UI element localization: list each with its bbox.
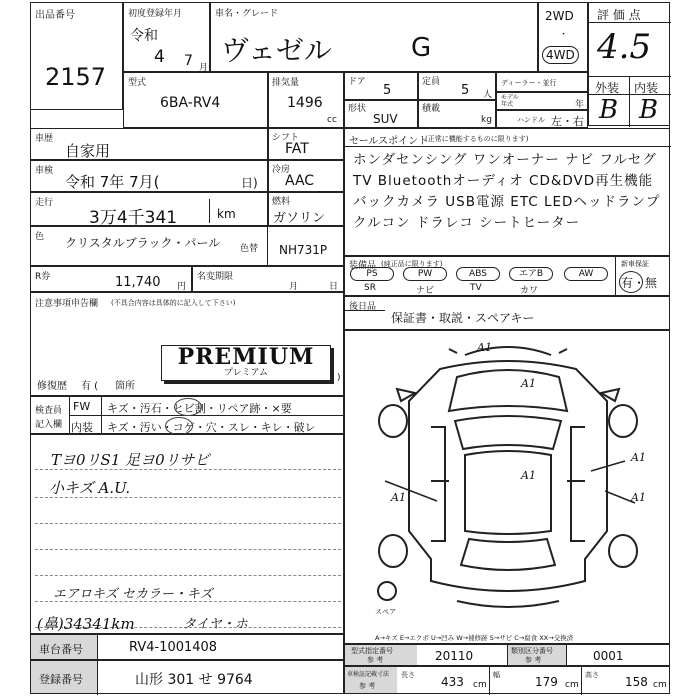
model-year-label: モデル 年式 (501, 94, 519, 108)
shift-value: FAT (285, 141, 309, 157)
score-label: 評 価 点 (597, 8, 641, 22)
mileage-label: 走行 (35, 198, 54, 208)
drive-box (538, 2, 588, 72)
color-code-label: 色替 (240, 244, 259, 254)
equip-sr: SR (364, 283, 376, 293)
equip-aw: AW (564, 267, 608, 281)
dealer-box (496, 72, 588, 92)
history-box (30, 128, 268, 160)
car-name: ヴェゼル (221, 34, 332, 67)
damage-mark-5: A1 (631, 451, 646, 464)
capacity-unit: 人 (483, 90, 493, 100)
repair-label: 修復歴 (37, 381, 67, 392)
body-label: 形状 (348, 104, 367, 114)
hand-note-1: Tヨ0リS1 足ヨ0リサビ (51, 451, 210, 469)
premium-jp: プレミアム (223, 368, 268, 378)
ac-label: 冷房 (272, 165, 291, 175)
spare-label: スペア (375, 608, 396, 616)
first-reg-label: 初度登録年月 (128, 9, 183, 19)
hand-note-2: 小キズ A.U. (49, 479, 131, 497)
recycle-box (30, 266, 192, 292)
plate-box (30, 660, 344, 694)
inspection-label: 車検 (35, 166, 54, 176)
new-car-label: 新車保証 (621, 260, 649, 268)
class-no-sub: 参 考 (525, 656, 542, 664)
model-year-unit: 年 (575, 100, 585, 110)
notes-sub: (不具合内容は具体的に記入して下さい) (111, 299, 236, 307)
car-grade: G (411, 33, 432, 63)
handle-box (496, 110, 588, 128)
color-label: 色 (35, 232, 45, 242)
handle-label: ハンドル (517, 116, 545, 124)
equipment-sub: (純正品に限ります) (381, 260, 443, 268)
color-code: NH731P (279, 243, 328, 257)
doors-box (344, 72, 418, 100)
name-change-box (192, 266, 344, 292)
hei-unit: cm (653, 680, 667, 690)
equip-tv: TV (470, 283, 482, 293)
capacity-label: 定員 (422, 77, 441, 87)
drive-2wd: 2WD (545, 9, 574, 23)
history-value: 自家用 (65, 142, 111, 160)
chassis-number: RV4-1001408 (129, 640, 218, 655)
chassis-box (30, 634, 344, 660)
load-unit: kg (481, 115, 492, 125)
sales-label: セールスポイント (349, 136, 429, 147)
displacement-value: 1496 (287, 95, 323, 111)
chassis-label: 車台番号 (39, 643, 83, 656)
type-no-label: 型式指定番号 (351, 647, 393, 655)
recycle-value: 11,740 (115, 275, 161, 290)
repair-close: ) (337, 373, 341, 383)
circle-mark-fw (174, 398, 202, 416)
mileage-box (30, 192, 268, 226)
first-reg-month: 7 (184, 53, 193, 69)
ac-box (268, 160, 344, 192)
int-grade: B (639, 95, 659, 125)
equip-pw: PW (403, 267, 447, 281)
displacement-label: 排気量 (272, 78, 300, 88)
handwritten-box (30, 434, 344, 634)
shift-box (268, 128, 344, 160)
load-label: 積載 (422, 104, 441, 114)
body-value: SUV (373, 112, 398, 126)
diagram-box (344, 330, 670, 644)
capacity-box (418, 72, 496, 100)
ac-value: AAC (285, 173, 315, 189)
car-name-box (210, 2, 538, 72)
equipment-label: 装備品 (349, 261, 377, 271)
rear-box (344, 296, 670, 330)
drive-4wd: 4WD (542, 46, 579, 64)
first-reg-box (123, 2, 210, 72)
mileage-value: 3万4千341 (89, 208, 178, 228)
len-value: 433 (441, 675, 464, 689)
type-row (344, 644, 670, 666)
sales-text: ホンダセンシング ワンオーナー ナビ フルセグTV Bluetoothオーディオ CD&DVD再生機能 バックカメラ USB電源 ETC LEDヘッドランプ クルコン ドラレコ シートヒーター (353, 152, 661, 231)
check-label-2: 記入欄 (35, 420, 63, 430)
doors-value: 5 (383, 83, 392, 98)
doors-label: ドア (348, 77, 366, 87)
type-no-value: 20110 (435, 649, 474, 663)
check-fw: FW (73, 400, 91, 413)
color-value: クリスタルブラック・パール (65, 236, 221, 250)
color-box (30, 226, 344, 266)
drive-dot: ・ (559, 30, 569, 40)
dims-label: 車検証記載寸法 (347, 671, 390, 678)
check-fw-items: キズ・汚石・ヒビ割・リペア跡・×要 (107, 402, 292, 415)
model-value: 6BA-RV4 (160, 95, 221, 111)
ext-label: 外装 (595, 81, 620, 95)
equip-ps: PS (350, 267, 394, 281)
damage-legend: A→キズ E→エクボ U→凹み W→補修跡 S→サビ C→腐食 XX→交換済 (375, 634, 574, 642)
repair-tail: 箇所 (115, 381, 135, 392)
model-label: 型式 (128, 78, 147, 88)
type-no-sub: 参 考 (367, 656, 384, 664)
displacement-box (268, 72, 344, 128)
fuel-label: 燃料 (272, 197, 291, 207)
sales-sub: (正常に機能するものに限ります) (425, 135, 529, 143)
inspection-suffix: 日) (241, 176, 258, 190)
inspection-value: 令和 7年 7月( (65, 173, 160, 191)
wid-label: 幅 (493, 671, 500, 679)
sales-box (344, 128, 670, 256)
mileage-unit: km (217, 207, 236, 221)
plate-number: 山形 301 せ 9764 (135, 672, 253, 688)
inspection-box (30, 160, 268, 192)
model-year-box (496, 92, 588, 110)
dims-sub: 参 考 (359, 682, 376, 690)
name-change-day: 日 (329, 282, 339, 292)
int-label: 内装 (634, 81, 659, 95)
check-in: 内装 (71, 421, 93, 434)
equip-leather: カワ (520, 286, 539, 296)
class-no-label: 類別区分番号 (511, 647, 553, 655)
hei-label: 高さ (585, 671, 599, 679)
score-value: 4.5 (597, 27, 652, 67)
lot-box (30, 2, 123, 110)
ext-grade: B (599, 95, 619, 125)
len-unit: cm (473, 680, 487, 690)
check-label-1: 検査員 (35, 406, 63, 416)
damage-mark-2: A1 (521, 377, 536, 390)
first-reg-year: 4 (154, 47, 165, 67)
load-box (418, 100, 496, 128)
name-change-month: 月 (289, 282, 299, 292)
check-in-items: キズ・汚い・コゲ・穴・スレ・キレ・破レ (107, 421, 316, 434)
class-no-value: 0001 (593, 649, 624, 663)
car-name-label: 車名・グレード (215, 9, 279, 19)
fuel-value: ガソリン (273, 211, 326, 226)
wid-value: 179 (535, 675, 558, 689)
hand-note-5: タイヤ・ホ (183, 617, 248, 632)
notes-label: 注意事項申告欄 (35, 299, 99, 309)
damage-mark-3: A1 (521, 469, 536, 482)
equip-airbag: エアB (509, 267, 553, 281)
hand-note-3: エアロキズ セカラー・キズ (53, 587, 213, 602)
plate-label: 登録番号 (39, 673, 83, 686)
check-box (30, 396, 344, 434)
body-box (344, 100, 418, 128)
circle-mark-in (165, 417, 193, 435)
repair-value: 有 ( (81, 381, 99, 392)
recycle-unit: 円 (177, 282, 187, 292)
lot-number: 2157 (45, 63, 107, 91)
damage-mark-4: A1 (391, 491, 406, 504)
wid-unit: cm (565, 680, 579, 690)
shift-label: シフト (272, 133, 300, 143)
warranty-circle (619, 271, 643, 293)
capacity-value: 5 (461, 83, 470, 98)
rear-label: 後日品 (349, 302, 377, 312)
history-label: 車歴 (35, 134, 54, 144)
dims-row (344, 666, 670, 694)
len-label: 長さ (401, 671, 415, 679)
model-box (123, 72, 268, 128)
fuel-box (268, 192, 344, 226)
premium-badge (161, 345, 331, 381)
equip-navi: ナビ (416, 286, 435, 296)
damage-mark-1: A1 (477, 341, 492, 354)
score-box (588, 2, 670, 126)
lot-label: 出品番号 (35, 10, 75, 21)
premium-en: PREMIUM (177, 344, 315, 370)
warranty-value: 有・無 (621, 276, 658, 290)
handle-value: 左・右 (551, 115, 584, 128)
first-reg-era: 令和 (130, 28, 158, 44)
rear-value: 保証書・取説・スペアキー (391, 311, 535, 325)
displacement-unit: cc (327, 115, 337, 125)
first-reg-month-unit: 月 (199, 63, 209, 73)
hand-note-4: (鼻)34341km (37, 615, 135, 633)
damage-mark-6: A1 (631, 491, 646, 504)
name-change-label: 名変期限 (197, 272, 234, 282)
dealer-label: ディーラー・並行 (501, 79, 557, 87)
hei-value: 158 (625, 675, 648, 689)
notes-box (30, 292, 344, 396)
recycle-label: R券 (35, 272, 51, 282)
equip-abs: ABS (456, 267, 500, 281)
car-diagram (345, 331, 671, 631)
